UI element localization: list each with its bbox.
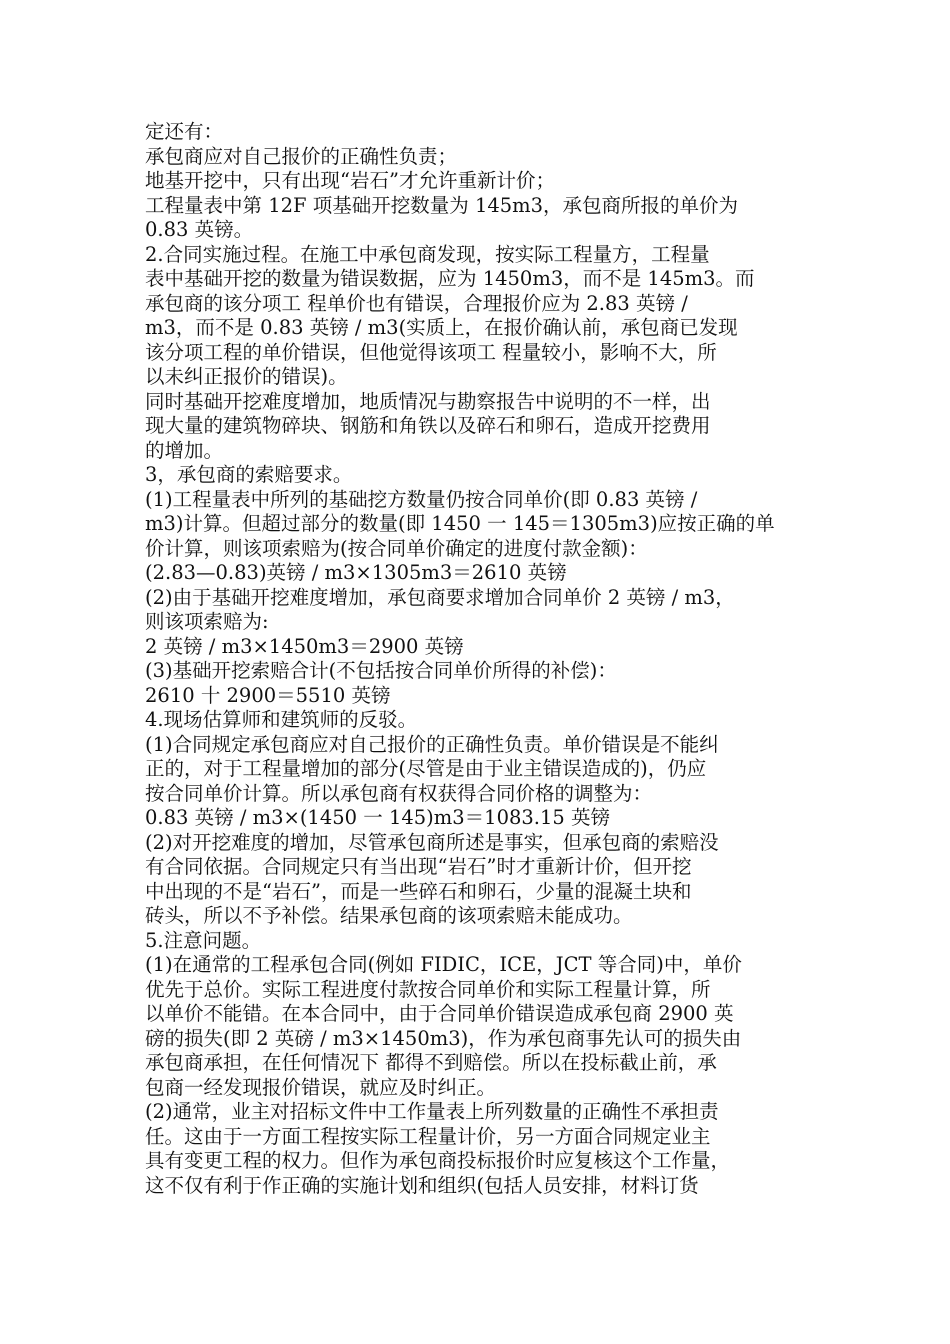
text-line: (1)合同规定承包商应对自己报价的正确性负责。单价错误是不能纠 — [145, 732, 719, 756]
text-line: 2.合同实施过程。在施工中承包商发现，按实际工程量方，工程量 — [145, 242, 710, 266]
text-line: 包商一经发现报价错误，就应及时纠正。 — [145, 1075, 497, 1099]
text-line: 定还有： — [145, 120, 224, 143]
text-line: (1)工程量表中所列的基础挖方数量仍按合同单价(即 0.83 英镑 / — [145, 487, 698, 511]
text-line: (2)由于基础开挖难度增加，承包商要求增加合同单价 2 英镑 / m3， — [145, 585, 735, 609]
text-line: 砖头，所以不予补偿。结果承包商的该项索赔未能成功。 — [145, 904, 633, 927]
text-line: (1)在通常的工程承包合同(例如 FIDIC，ICE，JCT 等合同)中，单价 — [145, 953, 742, 976]
text-line: 承包商应对自己报价的正确性负责； — [145, 144, 458, 168]
text-line: 4.现场估算师和建筑师的反驳。 — [145, 708, 418, 731]
text-line: 3，承包商的索赔要求。 — [145, 463, 353, 486]
text-line: 表中基础开挖的数量为错误数据，应为 1450m3，而不是 145m3。而 — [145, 267, 755, 290]
text-line: (3)基础开挖索赔合计(不包括按合同单价所得的补偿)： — [145, 659, 617, 682]
text-line: 承包商的该分项工 程单价也有错误，合理报价应为 2.83 英镑 / — [145, 291, 688, 315]
text-line: 的增加。 — [145, 438, 224, 462]
text-line: 现大量的建筑物碎块、钢筋和角铁以及碎石和卵石，造成开挖费用 — [145, 414, 711, 437]
text-line: 优先于总价。实际工程进度付款按合同单价和实际工程量计算，所 — [145, 977, 711, 1001]
text-line: 有合同依据。合同规定只有当出现“岩石”时才重新计价，但开挖 — [145, 855, 692, 878]
text-line: 任。这由于一方面工程按实际工程量计价，另一方面合同规定业主 — [145, 1124, 711, 1148]
text-line: 承包商承担，在任何情况下 都得不到赔偿。所以在投标截止前，承 — [145, 1051, 717, 1074]
text-line: 正的，对于工程量增加的部分(尽管是由于业主错误造成的)，仍应 — [145, 757, 707, 780]
text-line: 该分项工程的单价错误，但他觉得该项工 程量较小，影响不大，所 — [145, 340, 717, 364]
text-line: (2.83—0.83)英镑 / m3×1305m3＝2610 英镑 — [145, 561, 567, 584]
text-line: (2)对开挖难度的增加，尽管承包商所述是事实，但承包商的索赔没 — [145, 830, 719, 854]
text-line: 2 英镑 / m3×1450m3＝2900 英镑 — [145, 634, 464, 658]
text-line: 磅的损失(即 2 英磅 / m3×1450m3)，作为承包商事先认可的损失由 — [145, 1026, 742, 1050]
text-line: 具有变更工程的权力。但作为承包商投标报价时应复核这个工作量， — [145, 1149, 731, 1172]
text-line: 5.注意问题。 — [145, 928, 262, 952]
text-line: 0.83 英镑。 — [145, 218, 254, 241]
text-line: 地基开挖中，只有出现“岩石”才允许重新计价； — [145, 169, 555, 192]
text-line: 工程量表中第 12F 项基础开挖数量为 145m3，承包商所报的单价为 — [145, 193, 739, 217]
text-line: 按合同单价计算。所以承包商有权获得合同价格的调整为： — [145, 781, 653, 805]
text-line: 同时基础开挖难度增加，地质情况与勘察报告中说明的不一样，出 — [145, 389, 711, 413]
text-line: m3，而不是 0.83 英镑 / m3(实质上，在报价确认前，承包商已发现 — [145, 316, 738, 339]
text-line: 这不仅有利于作正确的实施计划和组织(包括人员安排，材料订货 — [145, 1173, 699, 1197]
text-line: 0.83 英镑 / m3×(1450 一 145)m3＝1083.15 英镑 — [145, 806, 611, 829]
text-line: m3)计算。但超过部分的数量(即 1450 一 145＝1305m3)应按正确的单 — [145, 512, 775, 535]
text-line: 2610 十 2900＝5510 英镑 — [145, 683, 391, 707]
text-line: 以未纠正报价的错误)。 — [145, 365, 348, 388]
text-line: 则该项索赔为: — [145, 610, 269, 633]
text-line: (2)通常，业主对招标文件中工作量表上所列数量的正确性不承担责 — [145, 1100, 719, 1123]
text-line: 以单价不能错。在本合同中，由于合同单价错误造成承包商 2900 英 — [145, 1002, 734, 1025]
text-line: 价计算，则该项索赔为(按合同单价确定的进度付款金额)： — [145, 536, 648, 560]
text-line: 中出现的不是“岩石”，而是一些碎石和卵石，少量的混凝土块和 — [145, 879, 692, 903]
document-body — [145, 120, 815, 1198]
